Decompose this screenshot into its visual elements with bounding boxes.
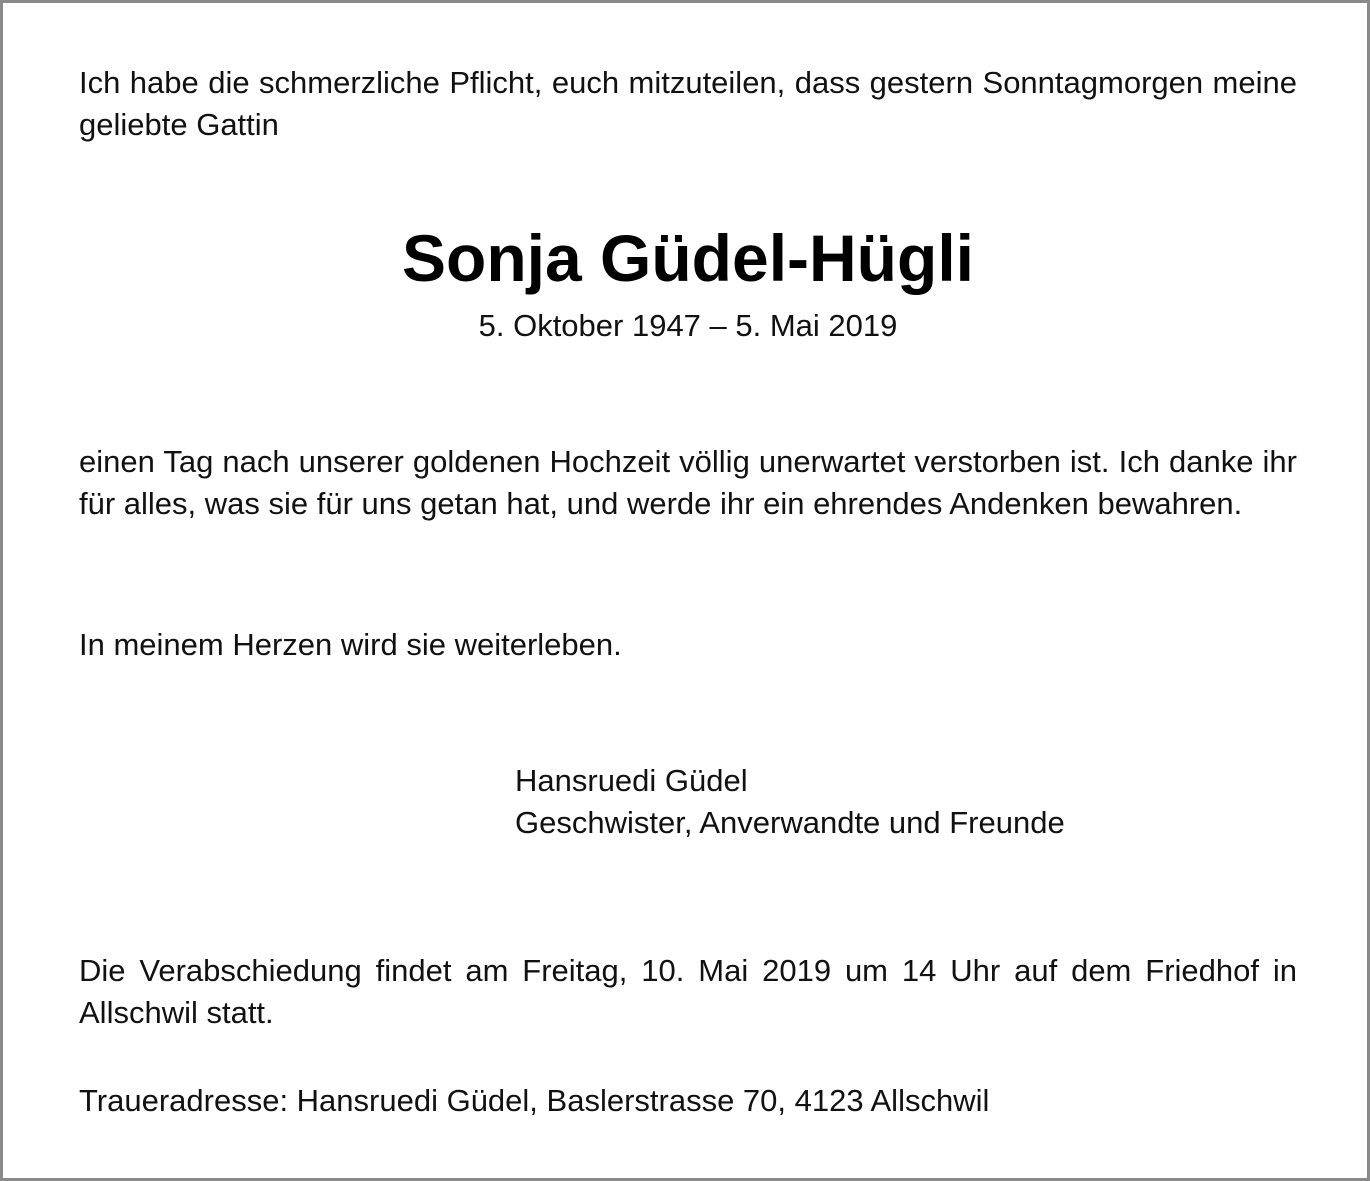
signature-primary: Hansruedi Güdel [515, 763, 748, 798]
body-paragraph: einen Tag nach unserer goldenen Hochzeit völlig unerwartet verstorben ist. Ich danke ihr für alles, was sie für uns getan hat, und werde ihr ein ehrendes Andenken bewahren. [79, 444, 1297, 521]
closing-line: In meinem Herzen wird sie weiterleben. [79, 627, 622, 662]
deceased-name: Sonja Güdel-Hügli [402, 221, 974, 295]
signature-block [515, 760, 1065, 844]
signature-family: Geschwister, Anverwandte und Freunde [515, 805, 1065, 840]
ceremony-paragraph: Die Verabschiedung findet am Freitag, 10. Mai 2019 um 14 Uhr auf dem Friedhof in Allschwil statt. [79, 953, 1297, 1030]
life-dates: 5. Oktober 1947 – 5. Mai 2019 [478, 308, 898, 343]
intro-paragraph: Ich habe die schmerzliche Pflicht, euch mitzuteilen, dass gestern Sonntagmorgen meine geliebte Gattin [79, 65, 1297, 142]
mourning-address: Traueradresse: Hansruedi Güdel, Baslerstrasse 70, 4123 Allschwil [79, 1083, 990, 1118]
